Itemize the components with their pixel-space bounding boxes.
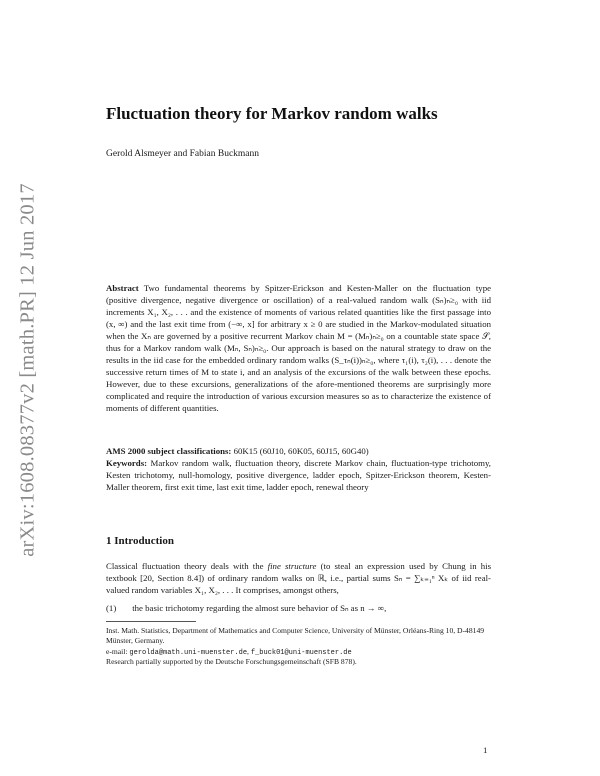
keywords-label: Keywords: — [106, 458, 148, 468]
intro-emphasis: fine structure — [267, 561, 317, 571]
intro-paragraph — [106, 560, 491, 596]
intro-text-1: Classical fluctuation theory deals with the — [106, 561, 264, 571]
section-title: Introduction — [114, 535, 174, 547]
email-link-alsmeyer[interactable]: gerolda@math.uni-muenster.de — [129, 649, 248, 657]
footnote-funding: Research partially supported by the Deutsche Forschungsgemeinschaft (SFB 878). — [106, 657, 357, 666]
page-number: 1 — [483, 745, 488, 755]
email-link-buckmann[interactable]: f_buck01@uni-muenster.de — [250, 649, 352, 657]
footnote-rule — [106, 621, 196, 622]
enumerated-item-1 — [106, 603, 491, 614]
paper-title: Fluctuation theory for Markov random walks — [106, 104, 438, 123]
keywords-text: Markov random walk, fluctuation theory, discrete Markov chain, fluctuation-type trichotomy, Kesten trichotomy, null-homology, positive divergence, ladder epoch, Spitzer-Erickson theorem, Kesten-Maller theorem, first exit time, last exit time, ladder epoch, renewal theory — [106, 458, 492, 492]
arxiv-stamp-text: arXiv:1608.08377v2 [math.PR] 12 Jun 2017 — [16, 183, 39, 557]
abstract-text: Two fundamental theorems by Spitzer-Erickson and Kesten-Maller on the fluctuation type (positive divergence, negative divergence or oscillation) of a real-valued random walk (Sₙ)ₙ≥₀ with iid increments X₁, X₂, . . . and the existence of moments of various related quantities like the first passage into (x, ∞) and the last exit time from (−∞, x] for arbitrary x ≥ 0 are studied in the Markov-modulated situation when the Xₙ are governed by a positive recurrent Markov chain M = (Mₙ)ₙ≥₀ on a countable state space 𝒮, thus for a Markov random walk (Mₙ, Sₙ)ₙ≥₀. Our approach is based on the natural strategy to draw on the results in the iid case for the embedded ordinary random walks (S_τₙ(i))ₙ≥₀, where τ₁(i), τ₂(i), . . . denote the successive return times of M to state i, and an analysis of the excursions of the walk between these epochs. However, due to these excursions, generalizations of the afore-mentioned theorems are surprisingly more complicated and require the introduction of various excursion measures so as to characterize the existence of moments of different quantities. — [106, 283, 491, 413]
ams-label: AMS 2000 subject classifications: — [106, 446, 232, 456]
ams-classification — [106, 445, 491, 457]
email-label: e-mail: — [106, 647, 128, 656]
section-heading — [106, 535, 174, 547]
footnote-affiliation: Inst. Math. Statistics, Department of Mathematics and Computer Science, University of Münster, Orléans-Ring 10, D-48149 Münster, Germany. — [106, 626, 485, 645]
abstract-label: Abstract — [106, 283, 139, 293]
item-number: (1) — [106, 603, 117, 613]
ams-codes: 60K15 (60J10, 60K05, 60J15, 60G40) — [233, 446, 369, 456]
abstract — [106, 282, 491, 414]
intro-text-2: (to steal an expression used by Chung in his textbook [20, Section 8.4]) of ordinary random walks on ℝ, i.e., partial sums Sₙ = ∑ₖ₌₁ⁿ Xₖ of iid real-valued random variables X₁, X₂, . . . It comprises, amongst others, — [106, 561, 492, 595]
paper-authors: Gerold Alsmeyer and Fabian Buckmann — [106, 149, 260, 159]
arxiv-stamp — [10, 150, 46, 590]
email-separator: , — [247, 647, 249, 656]
item-text: the basic trichotomy regarding the almost sure behavior of Sₙ as n → ∞, — [132, 603, 387, 613]
keywords — [106, 457, 491, 493]
section-number: 1 — [106, 535, 112, 547]
